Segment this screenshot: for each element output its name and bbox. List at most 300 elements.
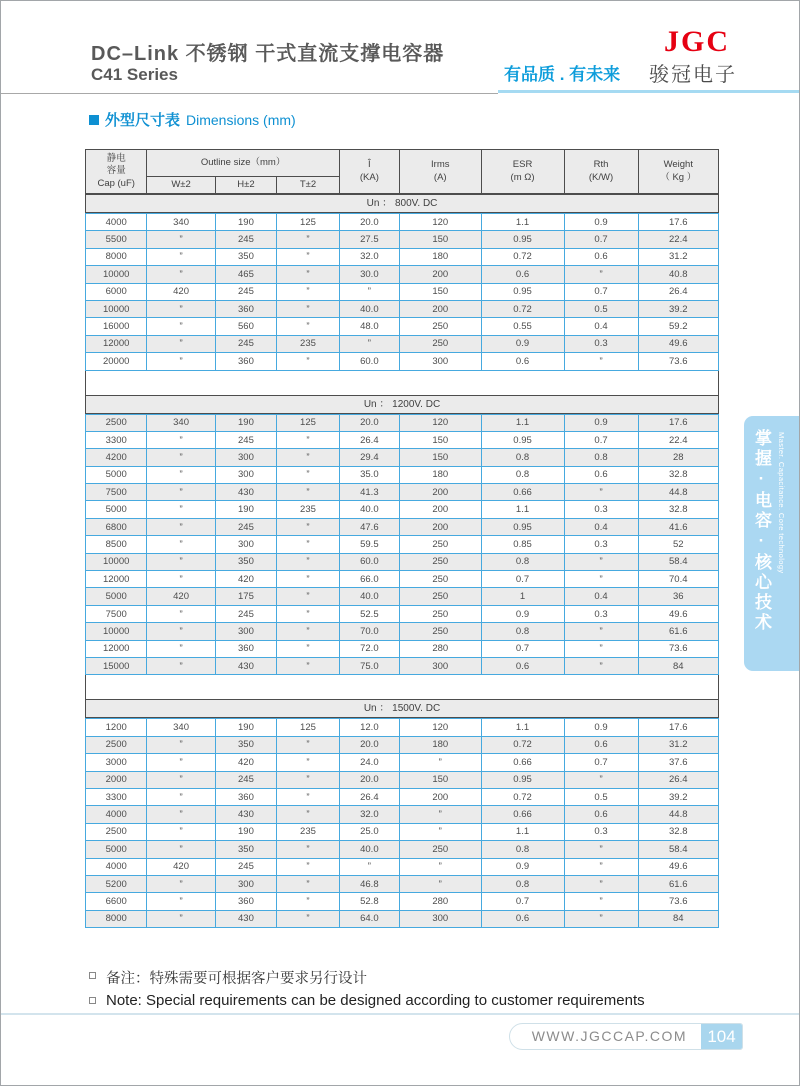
cell-h: 190	[215, 823, 276, 840]
cell-rth: ”	[564, 771, 638, 788]
cell-t: ”	[277, 657, 340, 674]
cell-rth: 0.9	[564, 414, 638, 431]
header-divider-gray	[1, 93, 498, 94]
table-row	[86, 248, 719, 265]
cell-h: 430	[215, 484, 276, 501]
section-data-table	[85, 718, 719, 928]
cell-irms: 250	[399, 571, 481, 588]
cell-cap: 4000	[86, 214, 147, 231]
cell-t: ”	[277, 536, 340, 553]
cell-cap: 2000	[86, 771, 147, 788]
cell-rth: ”	[564, 353, 638, 370]
cell-esr: 1	[481, 588, 564, 605]
company-name: 骏冠电子	[649, 64, 737, 86]
cell-t: ”	[277, 231, 340, 248]
cell-rth: 0.7	[564, 754, 638, 771]
cell-irms: 150	[399, 231, 481, 248]
cell-h: 175	[215, 588, 276, 605]
cell-w: ”	[147, 353, 215, 370]
cell-irms: 120	[399, 214, 481, 231]
cell-esr: 1.1	[481, 214, 564, 231]
note-en-line	[87, 992, 717, 1009]
cell-h: 420	[215, 571, 276, 588]
voltage-section-header: Un ： 1500V. DC	[85, 699, 719, 718]
col-header-peak-current: Î (KA)	[339, 150, 399, 194]
cell-peak: 66.0	[339, 571, 399, 588]
cell-h: 350	[215, 248, 276, 265]
cell-cap: 3300	[86, 788, 147, 805]
cell-t: ”	[277, 431, 340, 448]
cell-w: ”	[147, 484, 215, 501]
cell-w: 420	[147, 858, 215, 875]
cell-t: ”	[277, 771, 340, 788]
cell-esr: 0.95	[481, 518, 564, 535]
table-row	[86, 623, 719, 640]
voltage-section-header: Un ： 800V. DC	[85, 194, 719, 213]
cell-irms: ”	[399, 823, 481, 840]
table-row	[86, 771, 719, 788]
cell-t: ”	[277, 466, 340, 483]
cell-t: ”	[277, 754, 340, 771]
cell-rth: ”	[564, 875, 638, 892]
cell-h: 465	[215, 266, 276, 283]
cell-esr: 0.9	[481, 605, 564, 622]
page-number: 104	[701, 1024, 742, 1049]
cell-cap: 5200	[86, 875, 147, 892]
cell-w: ”	[147, 266, 215, 283]
note-zh-line	[87, 967, 717, 988]
cell-peak: 26.4	[339, 788, 399, 805]
cell-irms: 200	[399, 518, 481, 535]
cell-rth: 0.6	[564, 248, 638, 265]
cell-peak: 70.0	[339, 623, 399, 640]
cell-esr: 0.6	[481, 657, 564, 674]
cell-h: 430	[215, 657, 276, 674]
cell-w: ”	[147, 736, 215, 753]
cell-peak: 47.6	[339, 518, 399, 535]
cell-t: ”	[277, 788, 340, 805]
cell-esr: 0.7	[481, 640, 564, 657]
cell-w: ”	[147, 248, 215, 265]
table-row	[86, 300, 719, 317]
ribbon-slogan-en: Master. Capacitance. Core technology	[777, 432, 786, 574]
cell-cap: 4000	[86, 806, 147, 823]
cell-peak: 52.5	[339, 605, 399, 622]
cell-esr: 0.95	[481, 283, 564, 300]
cell-esr: 0.72	[481, 248, 564, 265]
cell-t: ”	[277, 518, 340, 535]
company-logo: JGC	[664, 25, 730, 58]
cell-esr: 0.8	[481, 466, 564, 483]
cell-rth: ”	[564, 910, 638, 927]
cell-esr: 1.1	[481, 823, 564, 840]
cell-t: ”	[277, 640, 340, 657]
cell-t: ”	[277, 806, 340, 823]
cell-rth: 0.7	[564, 431, 638, 448]
cell-w: ”	[147, 754, 215, 771]
cell-w: ”	[147, 771, 215, 788]
cell-peak: 25.0	[339, 823, 399, 840]
cell-t: 235	[277, 501, 340, 518]
cell-t: ”	[277, 300, 340, 317]
cell-weight: 17.6	[638, 719, 718, 736]
cell-h: 245	[215, 858, 276, 875]
cell-cap: 10000	[86, 266, 147, 283]
cell-esr: 0.72	[481, 736, 564, 753]
cell-weight: 26.4	[638, 283, 718, 300]
cell-peak: 30.0	[339, 266, 399, 283]
cell-irms: 250	[399, 588, 481, 605]
cell-w: ”	[147, 231, 215, 248]
cell-irms: 120	[399, 414, 481, 431]
table-row	[86, 910, 719, 927]
cell-weight: 61.6	[638, 623, 718, 640]
table-row	[86, 605, 719, 622]
cell-w: 340	[147, 414, 215, 431]
cell-h: 300	[215, 466, 276, 483]
cell-cap: 6600	[86, 893, 147, 910]
cell-weight: 44.8	[638, 484, 718, 501]
cell-t: ”	[277, 910, 340, 927]
cell-esr: 1.1	[481, 414, 564, 431]
table-row	[86, 736, 719, 753]
section-title	[89, 109, 296, 130]
cell-irms: 180	[399, 736, 481, 753]
cell-t: ”	[277, 248, 340, 265]
cell-peak: 41.3	[339, 484, 399, 501]
cell-irms: 250	[399, 318, 481, 335]
cell-h: 430	[215, 910, 276, 927]
cell-h: 245	[215, 771, 276, 788]
cell-t: ”	[277, 588, 340, 605]
cell-rth: 0.3	[564, 501, 638, 518]
cell-w: 420	[147, 283, 215, 300]
cell-w: ”	[147, 910, 215, 927]
cell-peak: 20.0	[339, 736, 399, 753]
cell-weight: 49.6	[638, 335, 718, 352]
cell-weight: 73.6	[638, 893, 718, 910]
cell-weight: 31.2	[638, 736, 718, 753]
table-row	[86, 640, 719, 657]
table-row	[86, 318, 719, 335]
cell-esr: 0.72	[481, 300, 564, 317]
cell-rth: 0.6	[564, 466, 638, 483]
cell-rth: ”	[564, 841, 638, 858]
cell-esr: 0.66	[481, 806, 564, 823]
cell-w: ”	[147, 518, 215, 535]
cell-peak: 24.0	[339, 754, 399, 771]
cell-cap: 5000	[86, 466, 147, 483]
cell-h: 190	[215, 414, 276, 431]
cell-w: ”	[147, 553, 215, 570]
cell-weight: 31.2	[638, 248, 718, 265]
cell-peak: 32.0	[339, 248, 399, 265]
cell-weight: 44.8	[638, 806, 718, 823]
cell-t: 125	[277, 719, 340, 736]
cell-rth: 0.7	[564, 231, 638, 248]
cell-cap: 12000	[86, 571, 147, 588]
cell-weight: 39.2	[638, 788, 718, 805]
cell-rth: ”	[564, 657, 638, 674]
cell-esr: 0.8	[481, 841, 564, 858]
note-zh-text: 备注：特殊需要可根据客户要求另行设计	[106, 971, 367, 987]
website-url: WWW.JGCCAP.COM	[531, 1028, 687, 1044]
cell-peak: 40.0	[339, 501, 399, 518]
cell-rth: 0.9	[564, 719, 638, 736]
cell-rth: ”	[564, 640, 638, 657]
table-row	[86, 449, 719, 466]
cell-esr: 0.95	[481, 771, 564, 788]
col-header-height: H±2	[215, 177, 276, 194]
cell-t: ”	[277, 553, 340, 570]
cell-h: 190	[215, 214, 276, 231]
cell-h: 560	[215, 318, 276, 335]
table-row	[86, 536, 719, 553]
cell-esr: 0.6	[481, 353, 564, 370]
cell-irms: 200	[399, 266, 481, 283]
cell-esr: 0.7	[481, 893, 564, 910]
cell-peak: 72.0	[339, 640, 399, 657]
cell-irms: 200	[399, 300, 481, 317]
cell-h: 300	[215, 875, 276, 892]
cell-irms: ”	[399, 875, 481, 892]
cell-h: 350	[215, 736, 276, 753]
cell-esr: 0.72	[481, 788, 564, 805]
cell-irms: 250	[399, 335, 481, 352]
table-row	[86, 806, 719, 823]
cell-peak: 40.0	[339, 841, 399, 858]
cell-cap: 15000	[86, 657, 147, 674]
cell-cap: 5500	[86, 231, 147, 248]
cell-irms: ”	[399, 858, 481, 875]
cell-cap: 20000	[86, 353, 147, 370]
table-row	[86, 823, 719, 840]
cell-rth: ”	[564, 623, 638, 640]
cell-rth: 0.9	[564, 214, 638, 231]
cell-peak: 52.8	[339, 893, 399, 910]
table-row	[86, 893, 719, 910]
cell-peak: 20.0	[339, 214, 399, 231]
cell-h: 360	[215, 353, 276, 370]
cell-weight: 61.6	[638, 875, 718, 892]
cell-weight: 17.6	[638, 214, 718, 231]
square-outline-bullet-icon	[89, 997, 96, 1004]
table-row	[86, 214, 719, 231]
cell-irms: 250	[399, 536, 481, 553]
cell-w: ”	[147, 300, 215, 317]
cell-t: ”	[277, 318, 340, 335]
cell-cap: 2500	[86, 414, 147, 431]
cell-rth: 0.3	[564, 536, 638, 553]
cell-peak: ”	[339, 858, 399, 875]
cell-weight: 49.6	[638, 858, 718, 875]
cell-peak: 59.5	[339, 536, 399, 553]
cell-h: 245	[215, 431, 276, 448]
cell-t: ”	[277, 449, 340, 466]
cell-h: 190	[215, 501, 276, 518]
table-row	[86, 719, 719, 736]
cell-t: 235	[277, 823, 340, 840]
cell-t: ”	[277, 266, 340, 283]
cell-cap: 4200	[86, 449, 147, 466]
cell-t: ”	[277, 571, 340, 588]
table-header	[85, 149, 719, 194]
cell-weight: 84	[638, 657, 718, 674]
cell-rth: 0.3	[564, 335, 638, 352]
cell-h: 300	[215, 449, 276, 466]
section-data-table	[85, 213, 719, 371]
cell-h: 360	[215, 893, 276, 910]
company-slogan: 有品质 . 有未来	[504, 65, 621, 84]
cell-peak: 48.0	[339, 318, 399, 335]
cell-irms: 250	[399, 553, 481, 570]
table-row	[86, 335, 719, 352]
cell-w: ”	[147, 875, 215, 892]
cell-cap: 16000	[86, 318, 147, 335]
cell-esr: 0.95	[481, 431, 564, 448]
col-header-weight: Weight （ Kg ）	[638, 150, 718, 194]
cell-w: ”	[147, 571, 215, 588]
section-title-zh: 外型尺寸表	[105, 112, 181, 129]
cell-irms: 120	[399, 719, 481, 736]
table-row	[86, 484, 719, 501]
cell-rth: 0.4	[564, 518, 638, 535]
cell-w: ”	[147, 788, 215, 805]
table-row	[86, 466, 719, 483]
cell-peak: 60.0	[339, 553, 399, 570]
header-divider-blue	[498, 90, 800, 93]
cell-weight: 32.8	[638, 823, 718, 840]
cell-rth: 0.3	[564, 823, 638, 840]
cell-irms: 300	[399, 910, 481, 927]
cell-irms: 300	[399, 353, 481, 370]
cell-irms: 300	[399, 657, 481, 674]
cell-t: ”	[277, 841, 340, 858]
cell-h: 300	[215, 623, 276, 640]
cell-weight: 84	[638, 910, 718, 927]
cell-rth: ”	[564, 858, 638, 875]
cell-w: 340	[147, 719, 215, 736]
cell-peak: ”	[339, 283, 399, 300]
notes-block	[87, 967, 717, 1013]
cell-weight: 41.6	[638, 518, 718, 535]
cell-peak: 60.0	[339, 353, 399, 370]
cell-cap: 10000	[86, 623, 147, 640]
table-row	[86, 841, 719, 858]
cell-esr: 0.55	[481, 318, 564, 335]
cell-h: 190	[215, 719, 276, 736]
cell-t: ”	[277, 623, 340, 640]
cell-cap: 2500	[86, 823, 147, 840]
cell-weight: 36	[638, 588, 718, 605]
cell-peak: 40.0	[339, 300, 399, 317]
cell-t: ”	[277, 283, 340, 300]
cell-weight: 26.4	[638, 771, 718, 788]
cell-cap: 10000	[86, 300, 147, 317]
cell-cap: 6800	[86, 518, 147, 535]
cell-cap: 12000	[86, 335, 147, 352]
square-outline-bullet-icon	[89, 972, 96, 979]
cell-irms: 200	[399, 788, 481, 805]
cell-h: 430	[215, 806, 276, 823]
table-row	[86, 231, 719, 248]
ribbon-slogan-zh: 掌握·电容·核心技术	[752, 429, 771, 633]
cell-t: ”	[277, 736, 340, 753]
cell-peak: 20.0	[339, 414, 399, 431]
cell-h: 360	[215, 640, 276, 657]
cell-rth: 0.4	[564, 588, 638, 605]
cell-cap: 7500	[86, 484, 147, 501]
table-row	[86, 754, 719, 771]
cell-w: 340	[147, 214, 215, 231]
cell-weight: 58.4	[638, 841, 718, 858]
cell-w: ”	[147, 335, 215, 352]
cell-weight: 40.8	[638, 266, 718, 283]
cell-h: 350	[215, 553, 276, 570]
cell-w: ”	[147, 893, 215, 910]
voltage-section-header: Un ： 1200V. DC	[85, 395, 719, 414]
cell-cap: 12000	[86, 640, 147, 657]
cell-cap: 5000	[86, 841, 147, 858]
cell-w: ”	[147, 640, 215, 657]
cell-cap: 2500	[86, 736, 147, 753]
cell-cap: 8500	[86, 536, 147, 553]
table-row	[86, 414, 719, 431]
cell-cap: 6000	[86, 283, 147, 300]
cell-peak: 35.0	[339, 466, 399, 483]
cell-weight: 22.4	[638, 431, 718, 448]
cell-rth: 0.8	[564, 449, 638, 466]
cell-rth: ”	[564, 266, 638, 283]
cell-weight: 58.4	[638, 553, 718, 570]
side-ribbon	[744, 416, 799, 671]
cell-w: ”	[147, 466, 215, 483]
cell-w: ”	[147, 841, 215, 858]
cell-weight: 17.6	[638, 414, 718, 431]
cell-t: 125	[277, 414, 340, 431]
col-header-esr: ESR (m Ω)	[481, 150, 564, 194]
section-title-en: Dimensions (mm)	[186, 111, 296, 128]
series-subtitle: C41 Series	[91, 65, 178, 84]
cell-irms: 150	[399, 449, 481, 466]
cell-rth: 0.7	[564, 283, 638, 300]
cell-w: ”	[147, 657, 215, 674]
cell-t: 125	[277, 214, 340, 231]
cell-irms: 250	[399, 841, 481, 858]
cell-irms: 250	[399, 605, 481, 622]
cell-w: 420	[147, 588, 215, 605]
table-row	[86, 266, 719, 283]
table-row	[86, 501, 719, 518]
cell-esr: 0.8	[481, 449, 564, 466]
cell-weight: 59.2	[638, 318, 718, 335]
cell-h: 245	[215, 283, 276, 300]
col-header-irms: Irms (A)	[399, 150, 481, 194]
table-row	[86, 875, 719, 892]
table-row	[86, 788, 719, 805]
cell-w: ”	[147, 536, 215, 553]
cell-h: 245	[215, 518, 276, 535]
cell-rth: ”	[564, 484, 638, 501]
cell-t: 235	[277, 335, 340, 352]
cell-t: ”	[277, 858, 340, 875]
footer-divider	[1, 1013, 799, 1015]
cell-esr: 0.9	[481, 858, 564, 875]
cell-h: 360	[215, 300, 276, 317]
cell-weight: 22.4	[638, 231, 718, 248]
cell-rth: ”	[564, 571, 638, 588]
cell-rth: 0.4	[564, 318, 638, 335]
